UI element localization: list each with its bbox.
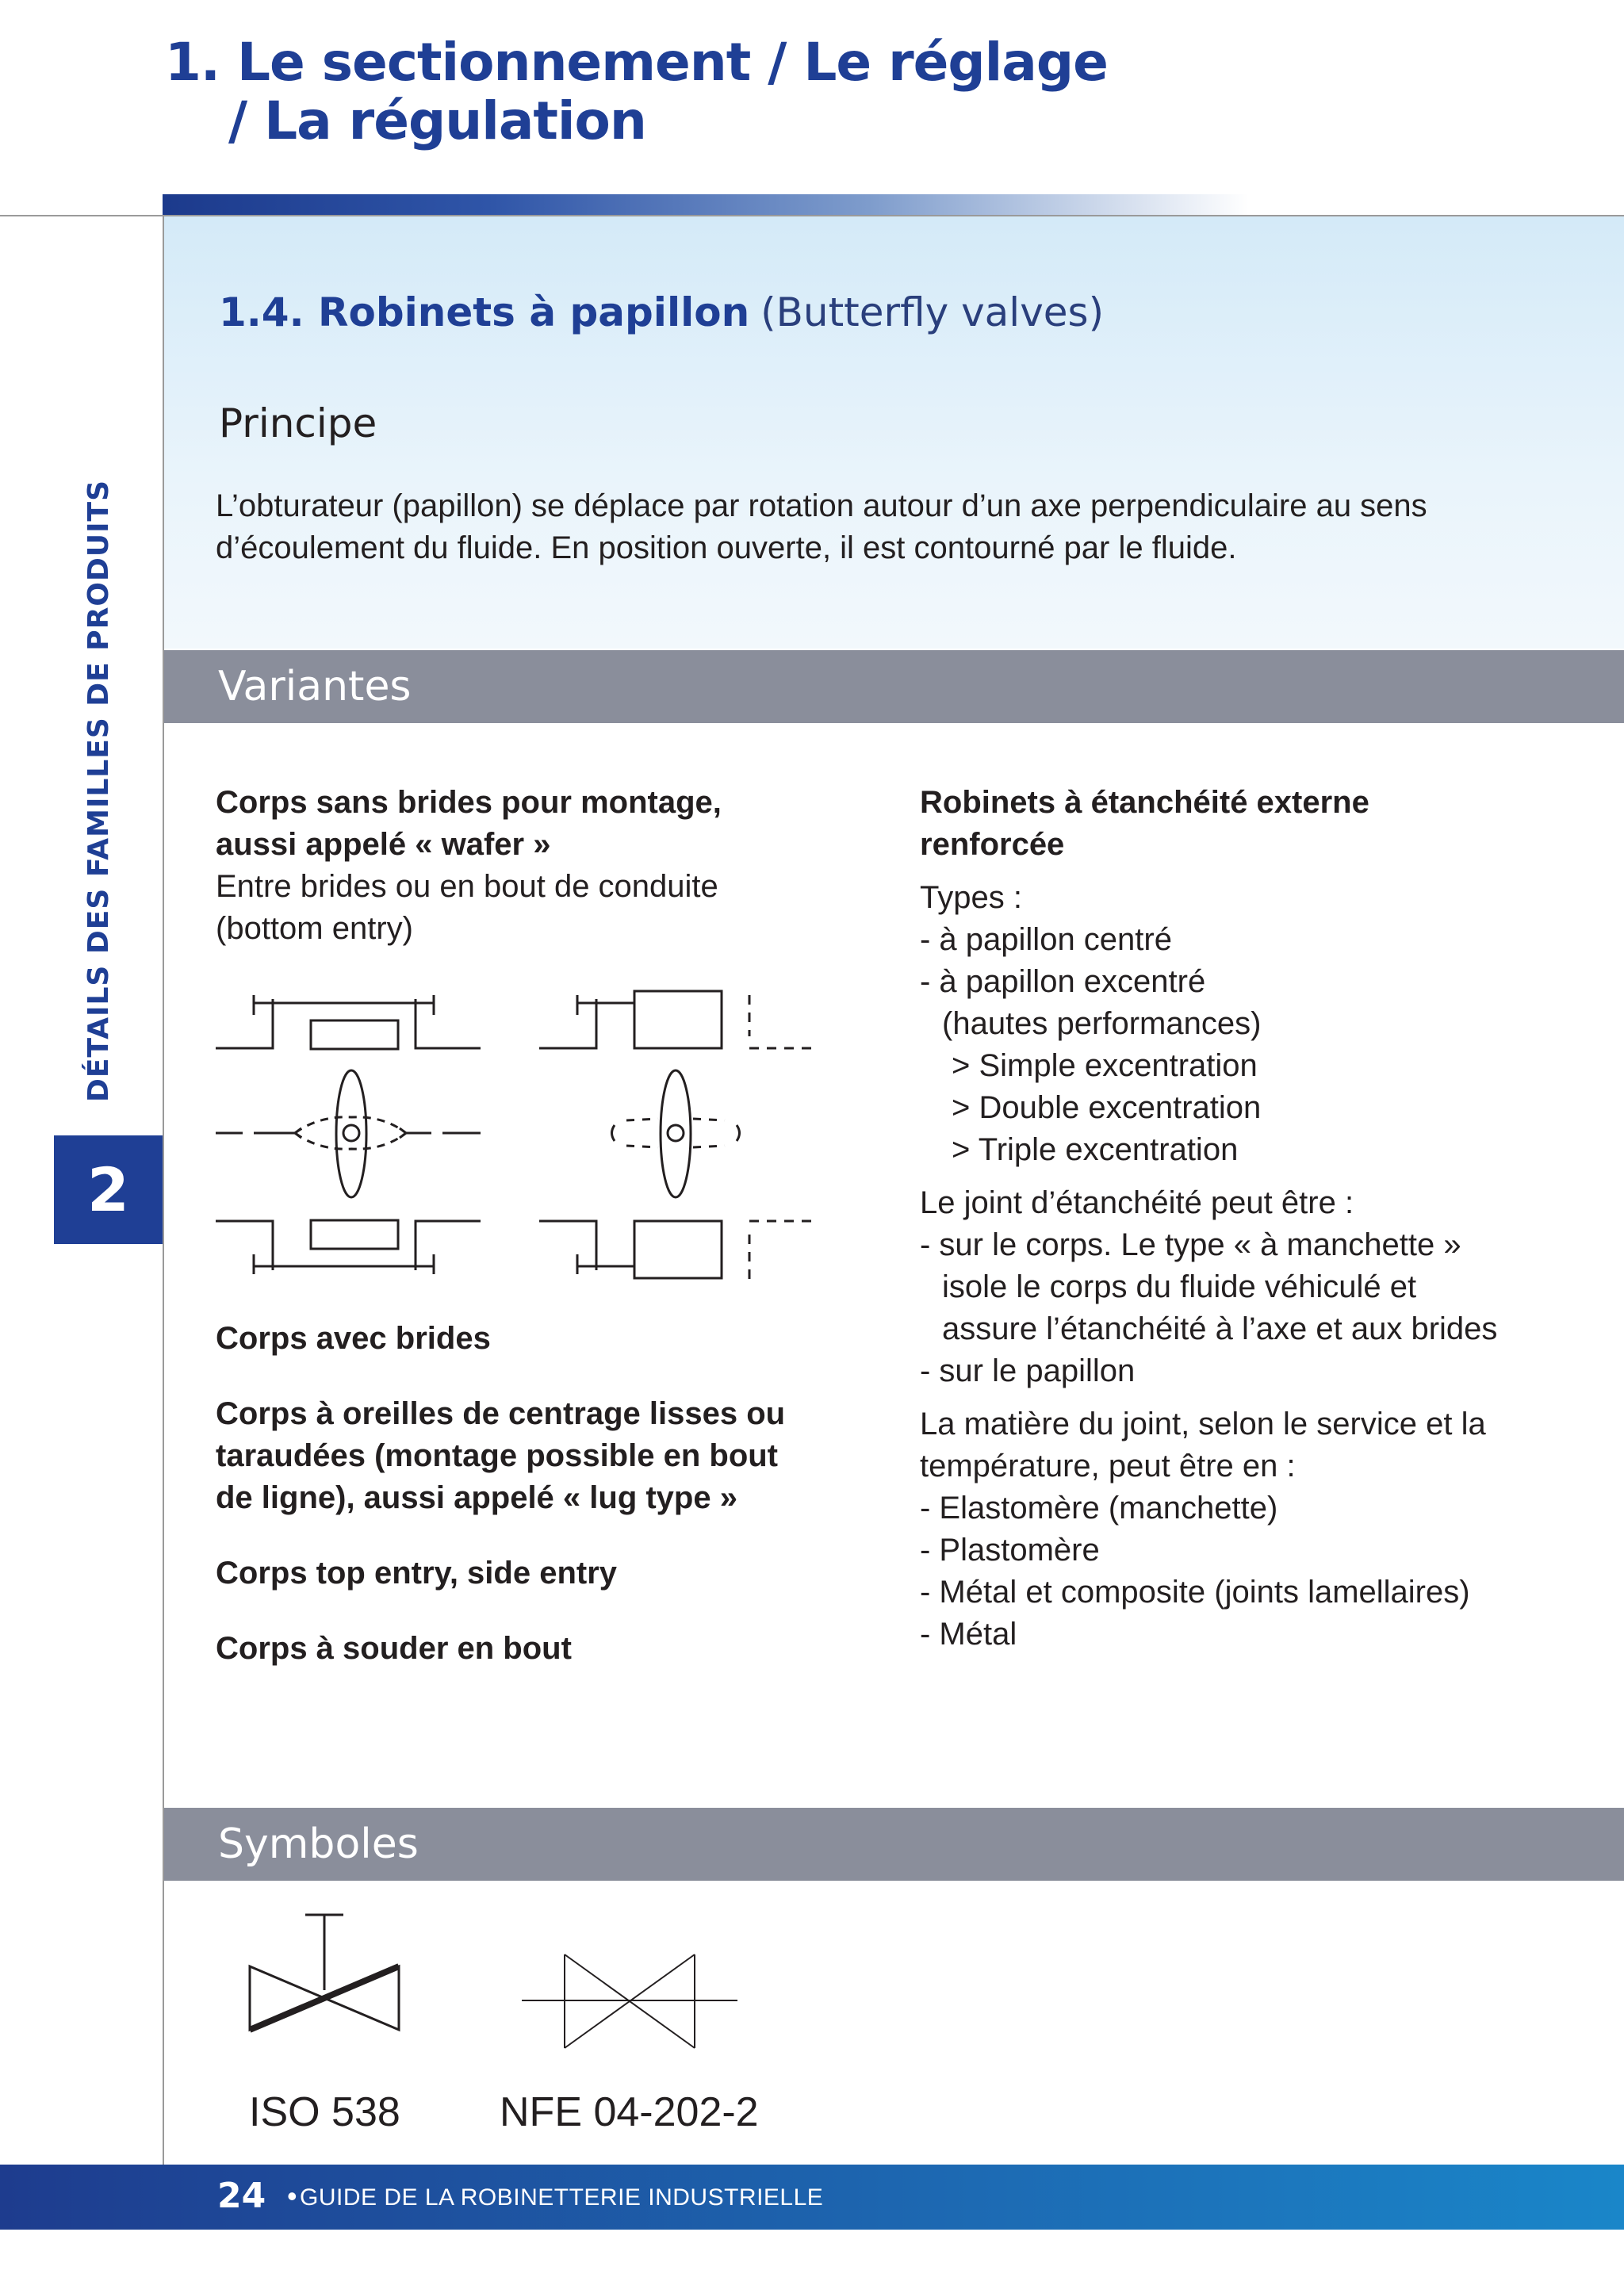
principe-title: Principe bbox=[219, 400, 377, 446]
section-heading-main: 1.4. Robinets à papillon bbox=[219, 289, 750, 335]
page-title-line2: / La régulation bbox=[228, 90, 646, 151]
matiere-item: - Plastomère bbox=[920, 1533, 1100, 1568]
variantes-band bbox=[164, 650, 1624, 723]
top-entry-text: Corps top entry, side entry bbox=[216, 1556, 618, 1591]
joint-item: - sur le papillon bbox=[920, 1353, 1136, 1388]
wafer-heading-line: Corps sans brides pour montage, bbox=[216, 785, 722, 820]
symboles-band bbox=[164, 1808, 1624, 1881]
joint-item-line: isole le corps du fluide véhiculé et bbox=[942, 1269, 1417, 1304]
iso-538-label: ISO 538 bbox=[249, 2089, 400, 2135]
matiere-item: - Métal bbox=[920, 1617, 1017, 1652]
page-number: 24 bbox=[217, 2176, 266, 2216]
joint-intro: Le joint d’étanchéité peut être : bbox=[920, 1185, 1354, 1220]
souder-text: Corps à souder en bout bbox=[216, 1631, 572, 1666]
lug-text-line: Corps à oreilles de centrage lisses ou bbox=[216, 1396, 786, 1431]
page-footer bbox=[0, 2165, 1624, 2230]
type-item: - à papillon excentré bbox=[920, 964, 1206, 999]
type-item: - à papillon centré bbox=[920, 922, 1172, 957]
variantes-left-column bbox=[216, 782, 826, 950]
variantes-title: Variantes bbox=[218, 663, 412, 710]
footer-guide-title: GUIDE DE LA ROBINETTERIE INDUSTRIELLE bbox=[300, 2184, 824, 2211]
side-tab-label: DÉTAILS DES FAMILLES DE PRODUITS bbox=[82, 479, 115, 1102]
nfe-label: NFE 04-202-2 bbox=[500, 2089, 759, 2135]
brides-text: Corps avec brides bbox=[216, 1321, 491, 1356]
page-title bbox=[165, 33, 1108, 151]
variantes-left-lower bbox=[216, 1318, 826, 1670]
types-label: Types : bbox=[920, 880, 1022, 915]
excentration-item: > Double excentration bbox=[952, 1090, 1262, 1125]
variantes-right-column bbox=[920, 782, 1570, 1656]
wafer-valve-diagram bbox=[216, 987, 493, 1288]
principe-text bbox=[216, 485, 1532, 569]
iso-538-symbol-icon bbox=[242, 1911, 408, 2069]
etancheite-heading-line: Robinets à étanchéité externe bbox=[920, 785, 1369, 820]
joint-item-line: assure l’étanchéité à l’axe et aux brides bbox=[942, 1311, 1498, 1346]
symboles-title: Symboles bbox=[218, 1820, 419, 1868]
principe-line: d’écoulement du fluide. En position ouverte, il est contourné par le fluide. bbox=[216, 530, 1237, 565]
page-title-line1: 1. Le sectionnement / Le réglage bbox=[165, 32, 1108, 93]
header-gradient-bar bbox=[163, 194, 1249, 215]
matiere-item: - Métal et composite (joints lamellaires) bbox=[920, 1575, 1470, 1610]
joint-item-line: - sur le corps. Le type « à manchette » bbox=[920, 1227, 1461, 1262]
wafer-description-line: Entre brides ou en bout de conduite bbox=[216, 869, 718, 904]
wafer-heading-line: aussi appelé « wafer » bbox=[216, 827, 551, 862]
wafer-description-line: (bottom entry) bbox=[216, 911, 413, 946]
matiere-item: - Elastomère (manchette) bbox=[920, 1491, 1278, 1526]
type-note: (hautes performances) bbox=[942, 1006, 1262, 1041]
excentration-item: > Simple excentration bbox=[952, 1048, 1258, 1083]
hero-panel bbox=[164, 216, 1624, 649]
section-heading-english: (Butterfly valves) bbox=[760, 289, 1105, 335]
eccentric-valve-diagram bbox=[539, 987, 817, 1288]
nfe-symbol-icon bbox=[522, 1951, 737, 2054]
etancheite-heading-line: renforcée bbox=[920, 827, 1065, 862]
principe-line: L’obturateur (papillon) se déplace par rotation autour d’un axe perpendiculaire au sens bbox=[216, 488, 1427, 523]
matiere-intro-line: La matière du joint, selon le service et la bbox=[920, 1407, 1486, 1441]
section-heading bbox=[219, 287, 1104, 338]
chapter-number-badge: 2 bbox=[54, 1135, 163, 1244]
lug-text-line: taraudées (montage possible en bout bbox=[216, 1438, 779, 1473]
excentration-item: > Triple excentration bbox=[952, 1132, 1239, 1167]
footer-separator: • bbox=[287, 2180, 297, 2212]
lug-text-line: de ligne), aussi appelé « lug type » bbox=[216, 1480, 737, 1515]
matiere-intro-line: température, peut être en : bbox=[920, 1449, 1296, 1483]
